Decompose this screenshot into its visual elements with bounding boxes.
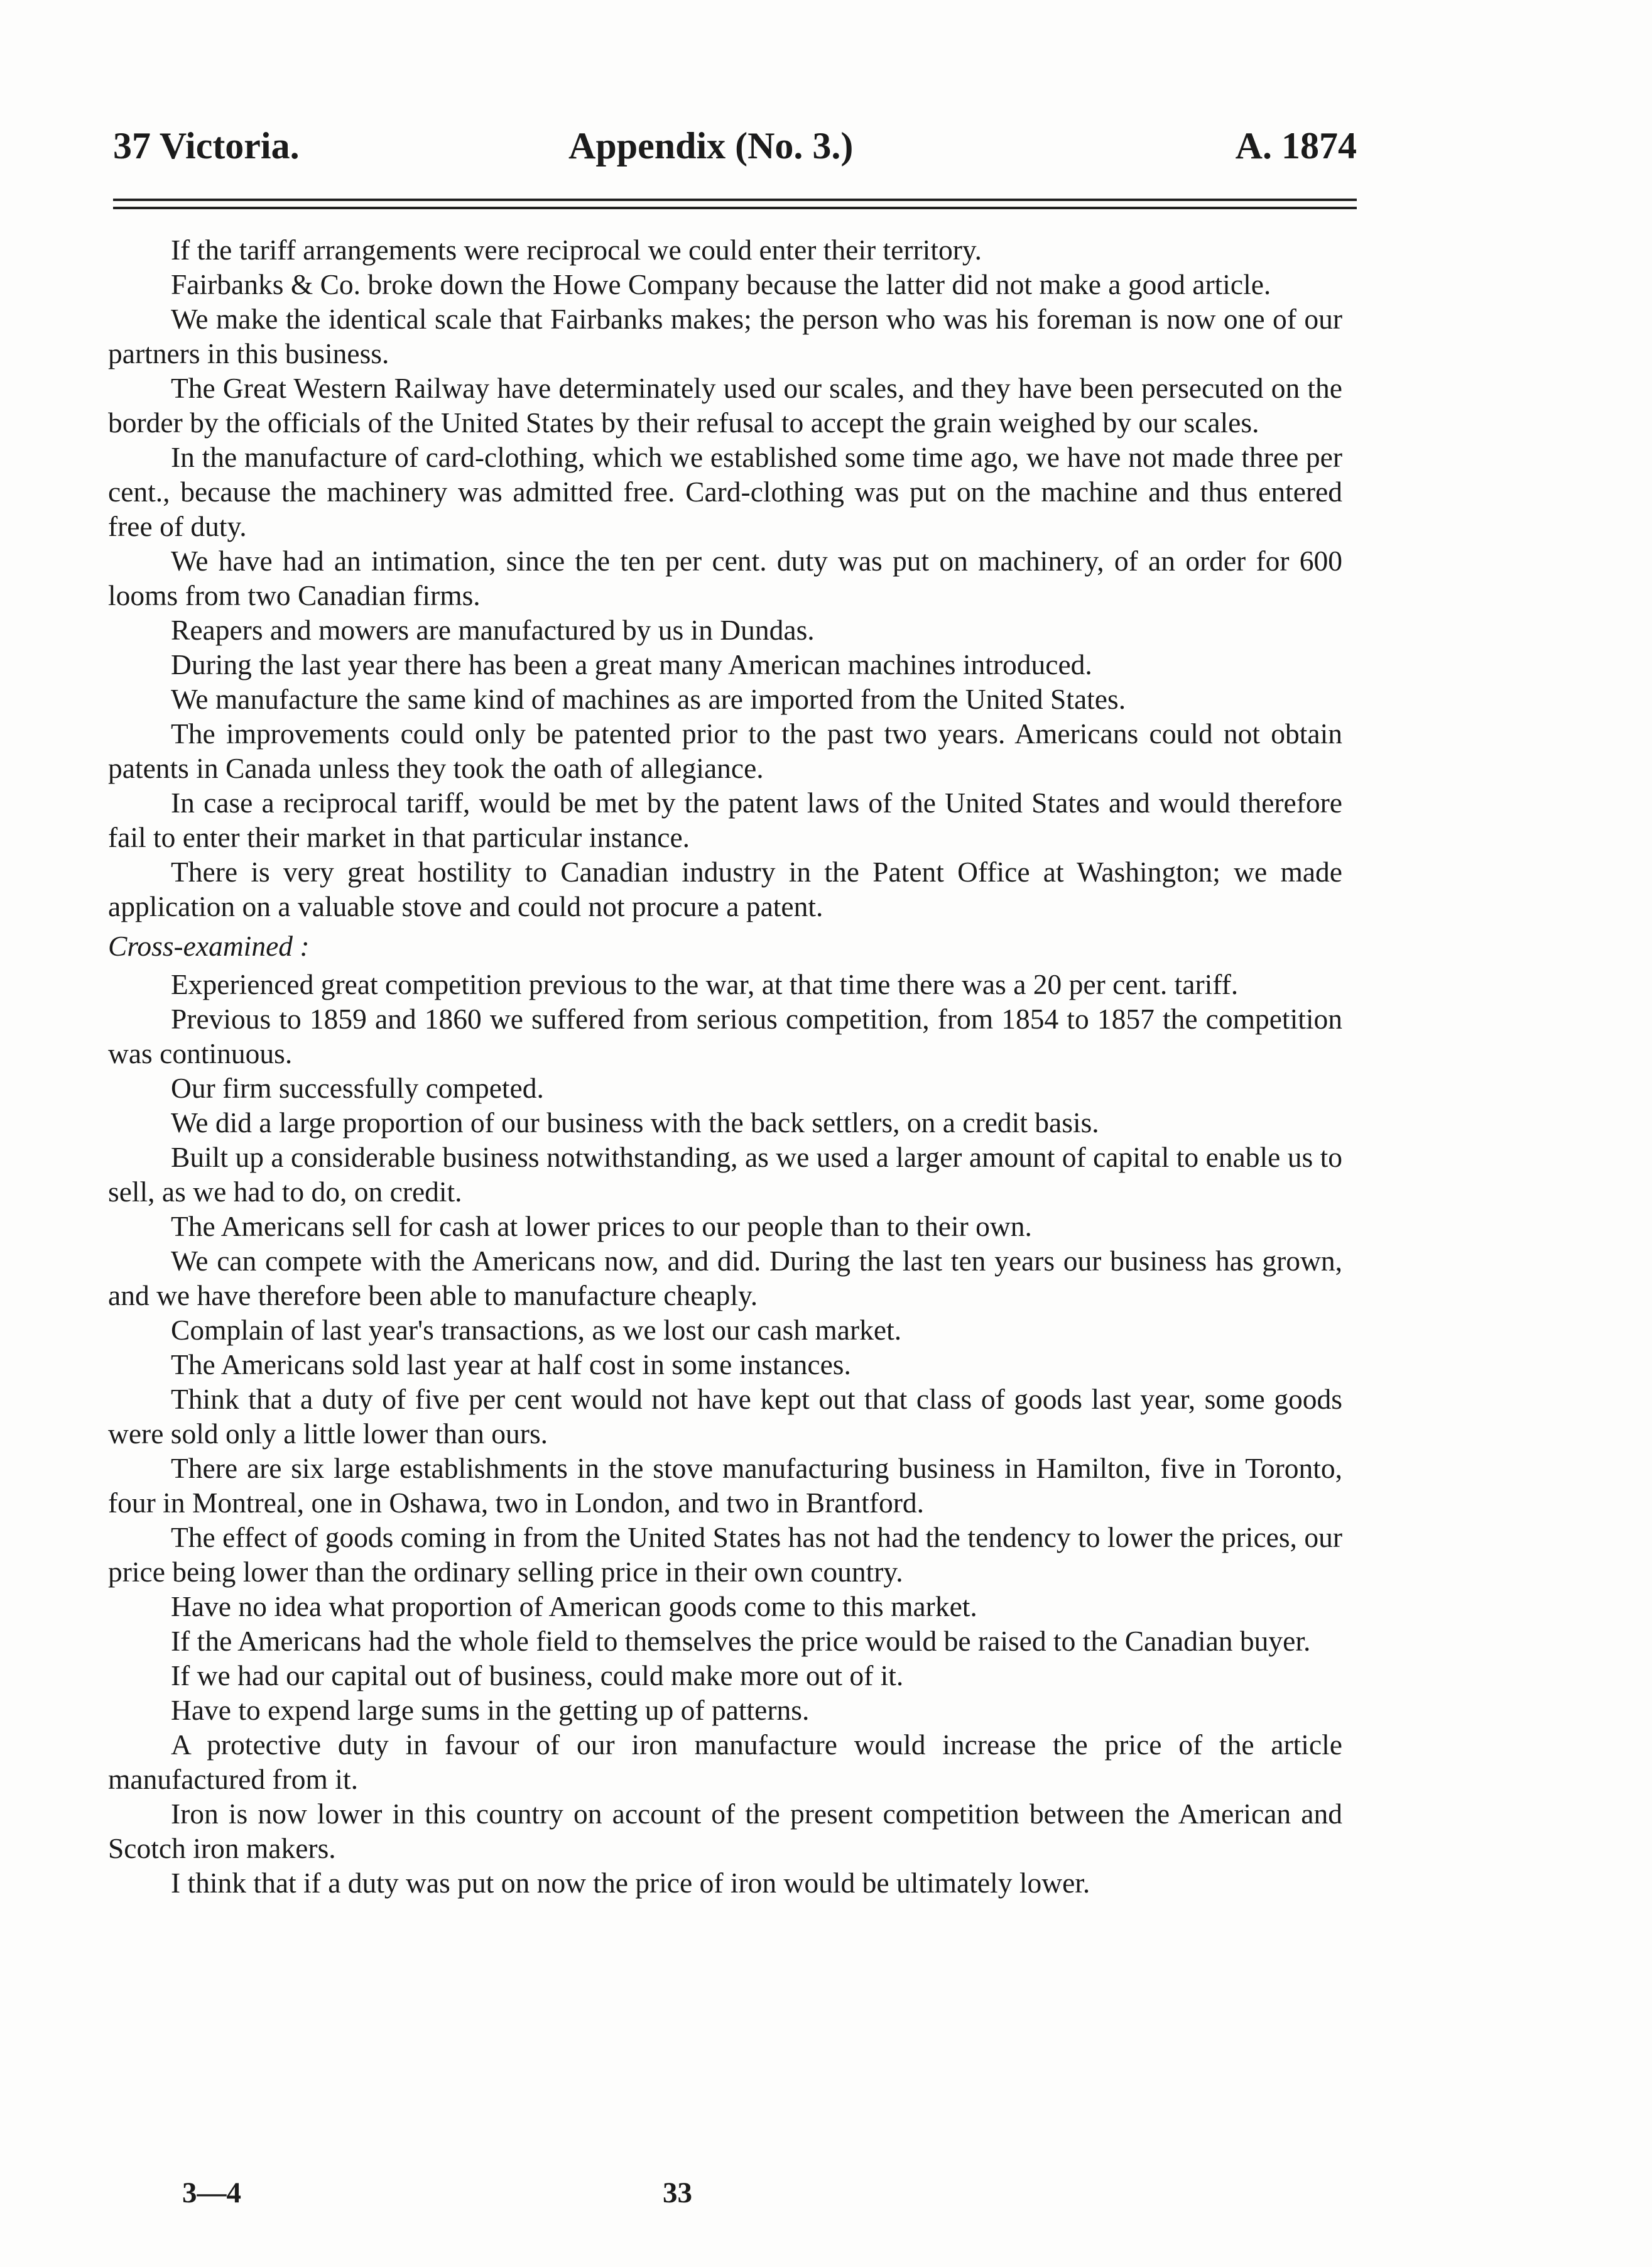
paragraph: During the last year there has been a great many American machines introduced. [171,648,1092,680]
paragraph: The Great Western Railway have determinately used our scales, and they have been persecuted on the border by the officials of the United States by their refusal to accept the grain weighed by our scales. [108,372,1342,439]
paragraph: Complain of last year's transactions, as we lost our cash market. [171,1314,902,1346]
paragraph: I think that if a duty was put on now the price of iron would be ultimately lower. [171,1867,1090,1899]
paragraph: We have had an intimation, since the ten per cent. duty was put on machinery, of an order for 600 looms from two Canadian firms. [108,545,1342,611]
signature-mark: 3—4 [182,2177,241,2209]
paragraph: We can compete with the Americans now, and did. During the last ten years our business has grown, and we have therefore been able to manufacture cheaply. [108,1245,1342,1311]
paragraph: The effect of goods coming in from the United States has not had the tendency to lower the prices, our price being lower than the ordinary selling price in their own country. [108,1521,1342,1588]
paragraph: If the Americans had the whole field to themselves the price would be raised to the Canadian buyer. [171,1625,1311,1657]
paragraph: Fairbanks & Co. broke down the Howe Company because the latter did not make a good article. [171,268,1271,300]
header-appendix: Appendix (No. 3.) [568,125,854,167]
paragraph: Reapers and mowers are manufactured by us in Dundas. [171,614,815,646]
page-number: 33 [663,2177,692,2209]
paragraph: The improvements could only be patented prior to the past two years. Americans could not obtain patents in Canada unless they took the oath of allegiance. [108,718,1342,784]
paragraph: Experienced great competition previous to the war, at that time there was a 20 per cent. tariff. [171,968,1239,1000]
paragraph: There is very great hostility to Canadian industry in the Patent Office at Washington; we made application on a valuable stove and could not procure a patent. [108,856,1342,922]
paragraph: We manufacture the same kind of machines as are imported from the United States. [171,683,1126,715]
paragraph: If the tariff arrangements were reciprocal we could enter their territory. [171,234,982,266]
header-rule-top [113,199,1357,201]
testimony-body [108,232,1342,1900]
paragraph: Have to expend large sums in the getting up of patterns. [171,1694,810,1726]
paragraph: The Americans sold last year at half cost in some instances. [171,1348,851,1380]
header-rule-bottom [113,207,1357,209]
paragraph: Have no idea what proportion of American goods come to this market. [171,1590,977,1622]
paragraph: Previous to 1859 and 1860 we suffered from serious competition, from 1854 to 1857 the competition was continuous. [108,1003,1342,1069]
paragraph: We make the identical scale that Fairbanks makes; the person who was his foreman is now one of our partners in this business. [108,303,1342,369]
paragraph: In the manufacture of card-clothing, which we established some time ago, we have not made three per cent., because the machinery was admitted free. Card-clothing was put on the machine and thus entered free of duty. [108,441,1342,542]
paragraph: The Americans sell for cash at lower prices to our people than to their own. [171,1210,1032,1242]
cross-examined-heading: Cross-examined : [108,930,310,962]
paragraph: There are six large establishments in the stove manufacturing business in Hamilton, five in Toronto, four in Montreal, one in Oshawa, two in London, and two in Brantford. [108,1452,1342,1519]
paragraph: A protective duty in favour of our iron manufacture would increase the price of the article manufactured from it. [108,1729,1342,1795]
paragraph: Our firm successfully competed. [171,1072,544,1104]
header-session: 37 Victoria. [113,125,300,167]
page-footer [182,2171,747,2215]
paragraph: In case a reciprocal tariff, would be met by the patent laws of the United States and would therefore fail to enter their market in that particular instance. [108,787,1342,853]
paragraph: If we had our capital out of business, could make more out of it. [171,1659,904,1691]
page-header [113,121,1357,171]
paragraph: We did a large proportion of our business with the back settlers, on a credit basis. [171,1106,1099,1139]
paragraph: Built up a considerable business notwithstanding, as we used a larger amount of capital to enable us to sell, as we had to do, on credit. [108,1141,1342,1208]
header-year: A. 1874 [1235,125,1357,167]
paragraph: Think that a duty of five per cent would not have kept out that class of goods last year, some goods were sold only a little lower than ours. [108,1383,1342,1450]
paragraph: Iron is now lower in this country on account of the present competition between the American and Scotch iron makers. [108,1798,1342,1864]
